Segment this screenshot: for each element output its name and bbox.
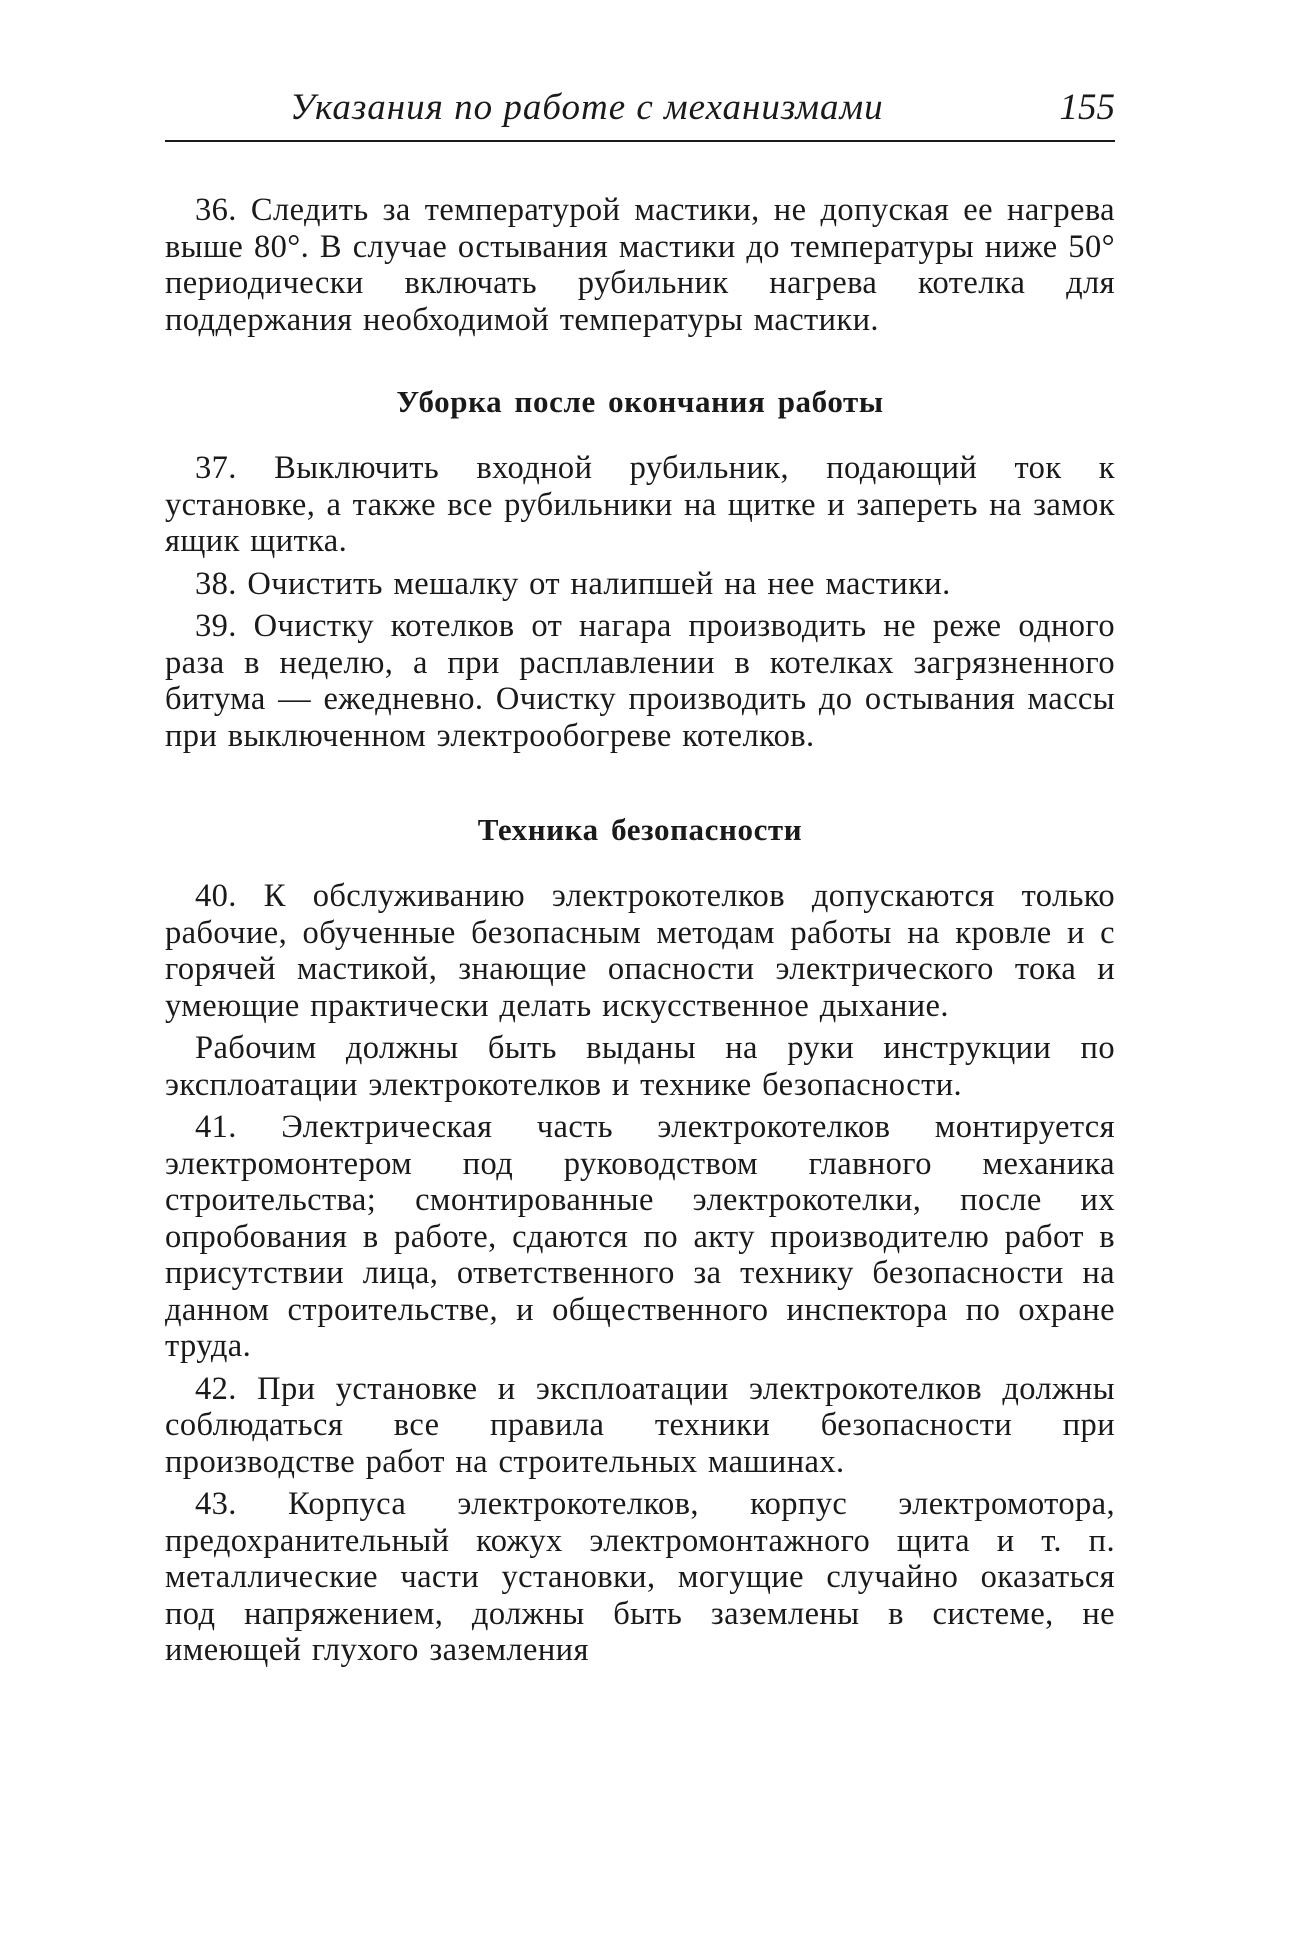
running-header: [165, 80, 1115, 142]
section-heading-safety: Техника безопасности: [477, 812, 803, 847]
book-page: [165, 80, 1115, 1675]
running-title: Указания по работе с механизмами: [290, 87, 884, 128]
page-number: 155: [1059, 87, 1115, 128]
paragraph-42: 42. При установке и эксплоатации электрокотелков должны соблюдаться все правила техники безопасности при производстве работ на строительных машинах.: [165, 1370, 1115, 1480]
paragraph-43: 43. Корпуса электрокотелков, корпус электромотора, предохранительный кожух электромонтажного щита и т. п. металлические части установки, могущие случайно оказаться под напряжением, должны быть заземлены в системе, не имеющей глухого заземления: [165, 1486, 1115, 1668]
paragraph-40: 40. К обслуживанию электрокотелков допускаются только рабочие, обученные безопасным методам работы на кровле и с горячей мастикой, знающие опасности электрического тока и умеющие практически делать искусственное дыхание.: [165, 878, 1115, 1024]
paragraph-40-continuation: Рабочим должны быть выданы на руки инструкции по эксплоатации электрокотелков и технике безопасности.: [165, 1030, 1115, 1103]
paragraph-39: 39. Очистку котелков от нагара производить не реже одного раза в неделю, а при расплавлении в котелках загрязненного битума — ежедневно. Очистку производить до остывания массы при выключенном электрообогреве котелков.: [165, 608, 1115, 754]
section-heading-cleanup: Уборка после окончания работы: [396, 384, 884, 419]
paragraph-37: 37. Выключить входной рубильник, подающий ток к установке, а также все рубильники на щитке и запереть на замок ящик щитка.: [165, 450, 1115, 559]
paragraph-38: 38. Очистить мешалку от налипшей на нее мастики.: [195, 565, 951, 602]
paragraph-41: 41. Электрическая часть электрокотелков монтируется электромонтером под руководством главного механика строительства; смонтированные электрокотелки, после их опробования в работе, сдаются по акту производителю работ в присутствии лица, ответственного за технику безопасности на данном строительстве, и общественного инспектора по охране труда.: [165, 1109, 1115, 1364]
paragraph-36: 36. Следить за температурой мастики, не допуская ее нагрева выше 80°. В случае остывания мастики до температуры ниже 50° периодически включать рубильник нагрева котелка для поддержания необходимой температуры мастики.: [165, 192, 1115, 338]
